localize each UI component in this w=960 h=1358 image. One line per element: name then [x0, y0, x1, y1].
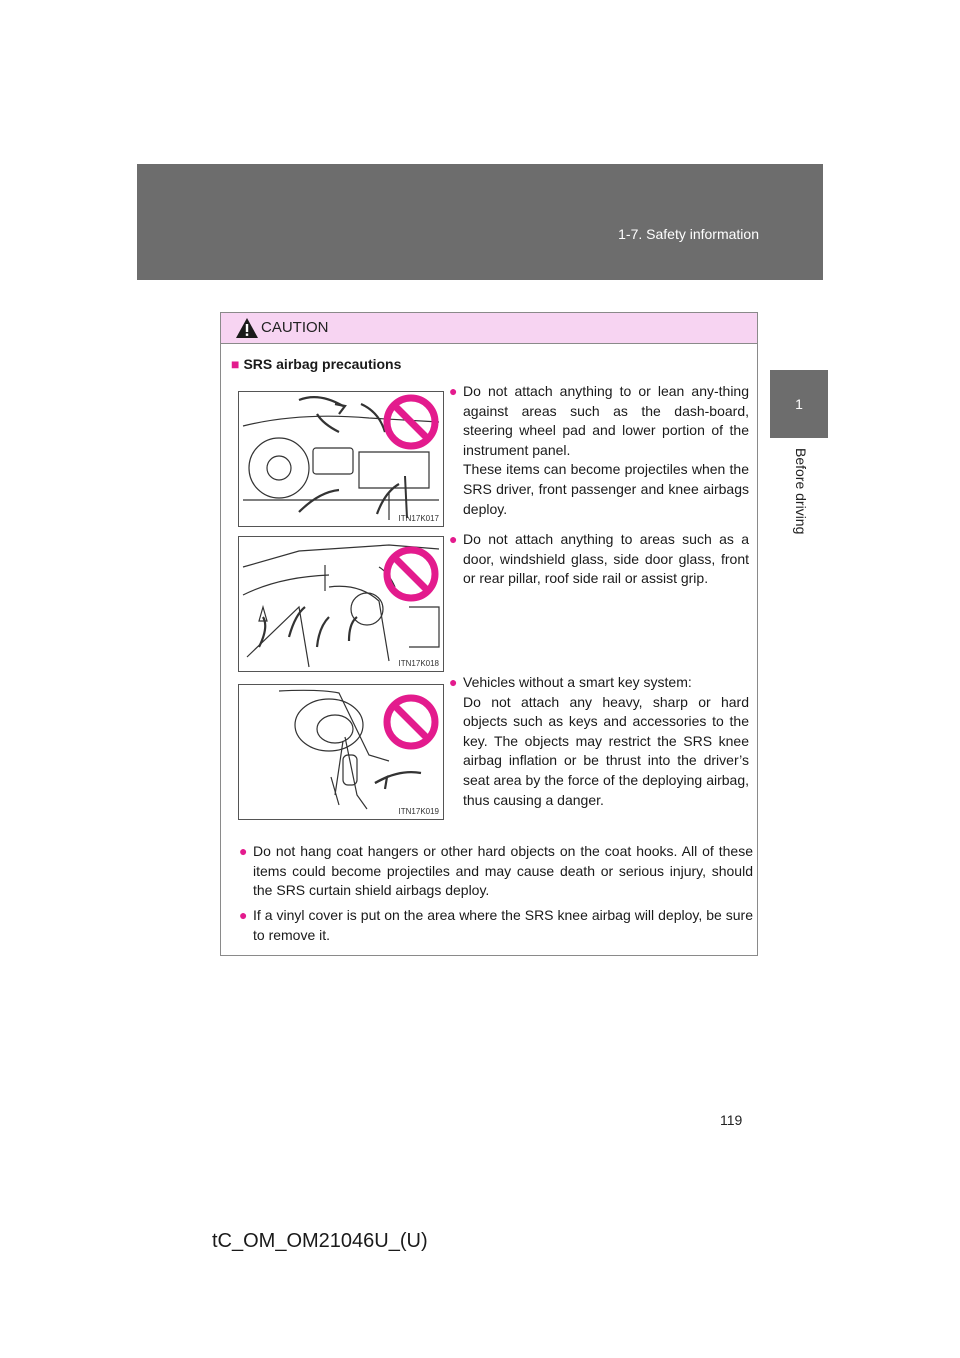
header-band — [137, 164, 823, 280]
caution-header — [221, 313, 757, 344]
prohibition-icon — [387, 550, 435, 598]
figure-code: ITN17K018 — [398, 659, 439, 668]
bullet-item — [449, 530, 749, 589]
chapter-tab-number: 1 — [770, 370, 828, 438]
dashboard-illustration — [239, 392, 443, 526]
figure-ignition-key — [238, 684, 444, 820]
square-bullet-icon: ■ — [231, 356, 240, 372]
cabin-illustration — [239, 537, 443, 671]
document-id: tC_OM_OM21046U_(U) — [212, 1230, 428, 1252]
wide-bullet-item — [239, 906, 753, 945]
caution-label: CAUTION — [261, 319, 329, 336]
wide-bullet-text: Do not hang coat hangers or other hard objects on the coat hooks. All of these items could become projectiles and may cause death or serious injury, should the SRS curtain shield airbags deploy. — [253, 843, 753, 899]
figure-code: ITN17K017 — [398, 514, 439, 523]
caution-box — [220, 312, 758, 956]
bullet-dot-icon: ● — [239, 843, 248, 859]
chapter-tab-label-text: Before driving — [793, 448, 809, 535]
bullet-text: Vehicles without a smart key system: — [463, 674, 692, 690]
figure-dashboard — [238, 391, 444, 527]
wide-bullet-text: If a vinyl cover is put on the area where the SRS knee airbag will deploy, be sure to remove it. — [253, 907, 753, 943]
bullet-dot-icon: ● — [449, 383, 458, 399]
section-title-text: SRS airbag precautions — [243, 356, 402, 372]
bullet-text-continued: These items can become projectiles when the SRS driver, front passenger and knee airbags deploy. — [463, 461, 749, 517]
bullet-item — [449, 382, 749, 519]
bullet-text-continued: Do not attach any heavy, sharp or hard objects such as keys and accessories to the key. The objects may restrict the SRS knee airbag inflation or be thrust into the driver’s seat area by the force of the deploying airbag, thus causing a danger. — [463, 693, 749, 808]
ignition-key-illustration — [239, 685, 443, 819]
figure-cabin — [238, 536, 444, 672]
prohibition-icon — [387, 398, 435, 446]
section-title — [231, 356, 401, 372]
bullet-item — [449, 673, 749, 810]
bullet-text: Do not attach anything to areas such as a door, windshield glass, side door glass, front or rear pillar, roof side rail or assist grip. — [463, 531, 749, 587]
bullet-dot-icon: ● — [449, 674, 458, 690]
figure-code: ITN17K019 — [398, 807, 439, 816]
wide-bullet-item — [239, 842, 753, 901]
section-header-title: 1-7. Safety information — [618, 226, 759, 242]
prohibition-icon — [387, 698, 435, 746]
warning-triangle-icon — [235, 317, 259, 339]
bullet-dot-icon: ● — [239, 907, 248, 923]
chapter-tab-label — [781, 448, 817, 648]
page-number: 119 — [720, 1112, 743, 1128]
bullet-text: Do not attach anything to or lean any-thing against areas such as the dash-board, steering wheel pad and lower portion of the instrument panel. — [463, 383, 749, 458]
bullet-dot-icon: ● — [449, 531, 458, 547]
